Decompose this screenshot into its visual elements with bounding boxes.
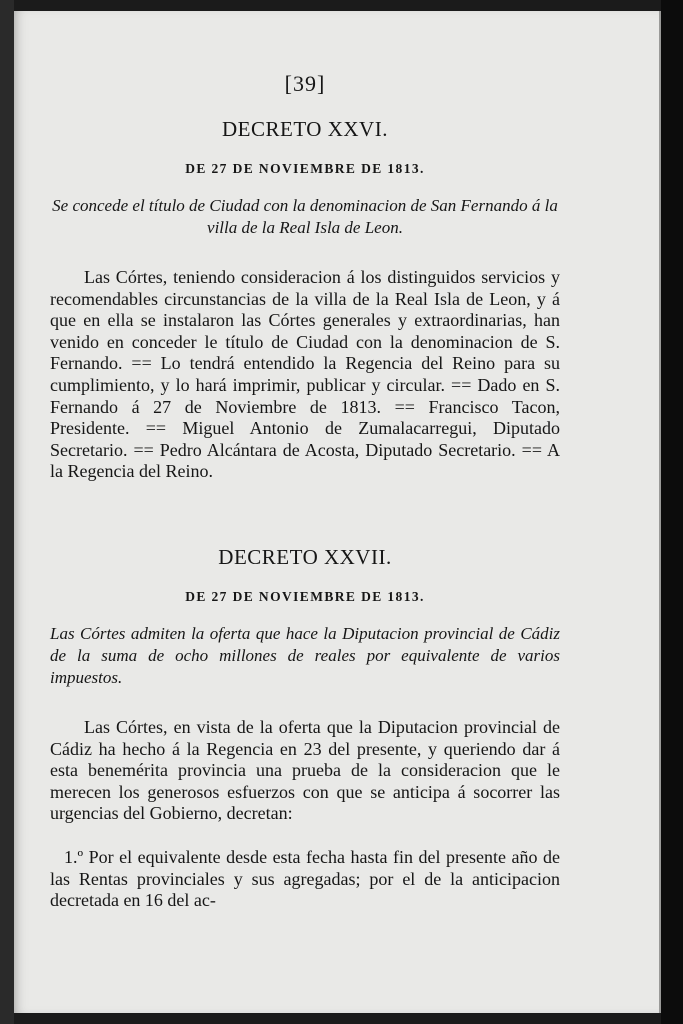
decree-27-summary: Las Córtes admiten la oferta que hace la Diputacion provincial de Cádiz de la suma de ocho millones de reales por equivalente de varios impuestos. xyxy=(50,624,560,687)
decree-27-body: Las Córtes, en vista de la oferta que la Diputacion provincial de Cádiz ha hecho á la Regencia en 23 del presente, y queriendo dar á esta benemérita provincia una prueba de la consideracion que le merecen los generosos esfuerzos con que se anticipa á socorrer las urgencias del Gobierno, decretan: xyxy=(50,717,560,824)
decree-27-item-1: 1.º Por el equivalente desde esta fecha hasta fin del presente año de las Rentas provinciales y sus agregadas; por el de la anticipacion decretada en 16 del ac- xyxy=(50,847,560,911)
decree-27-date: DE 27 DE NOVIEMBRE DE 1813. xyxy=(185,589,425,604)
decree-26-title: DECRETO XXVI. xyxy=(222,117,388,141)
book-outer-edge xyxy=(661,0,683,1024)
book-page xyxy=(14,11,661,1013)
book-binding-edge xyxy=(0,0,14,1024)
page-number: [39] xyxy=(284,71,326,96)
decree-26-body: Las Córtes, teniendo consideracion á los distinguidos servicios y recomendables circunstancias de la villa de la Real Isla de Leon, y á que en ella se instalaron las Córtes generales y extraordinarias, han venido en conceder le título de Ciudad con la denominacion de S. Fernando. == Lo tendrá entendido la Regencia del Reino para su cumplimiento, y lo hará imprimir, publicar y circular. == Dado en S. Fernando á 27 de Noviembre de 1813. == Francisco Tacon, Presidente. == Miguel Antonio de Zumalacarregui, Diputado Secretario. == Pedro Alcántara de Acosta, Diputado Secretario. == A la Regencia del Reino. xyxy=(50,267,560,482)
decree-27-title: DECRETO XXVII. xyxy=(218,545,392,569)
decree-26-summary: Se concede el título de Ciudad con la denominacion de San Fernando á la villa de la Real Isla de Leon. xyxy=(52,196,558,237)
decree-26-date: DE 27 DE NOVIEMBRE DE 1813. xyxy=(185,161,425,176)
